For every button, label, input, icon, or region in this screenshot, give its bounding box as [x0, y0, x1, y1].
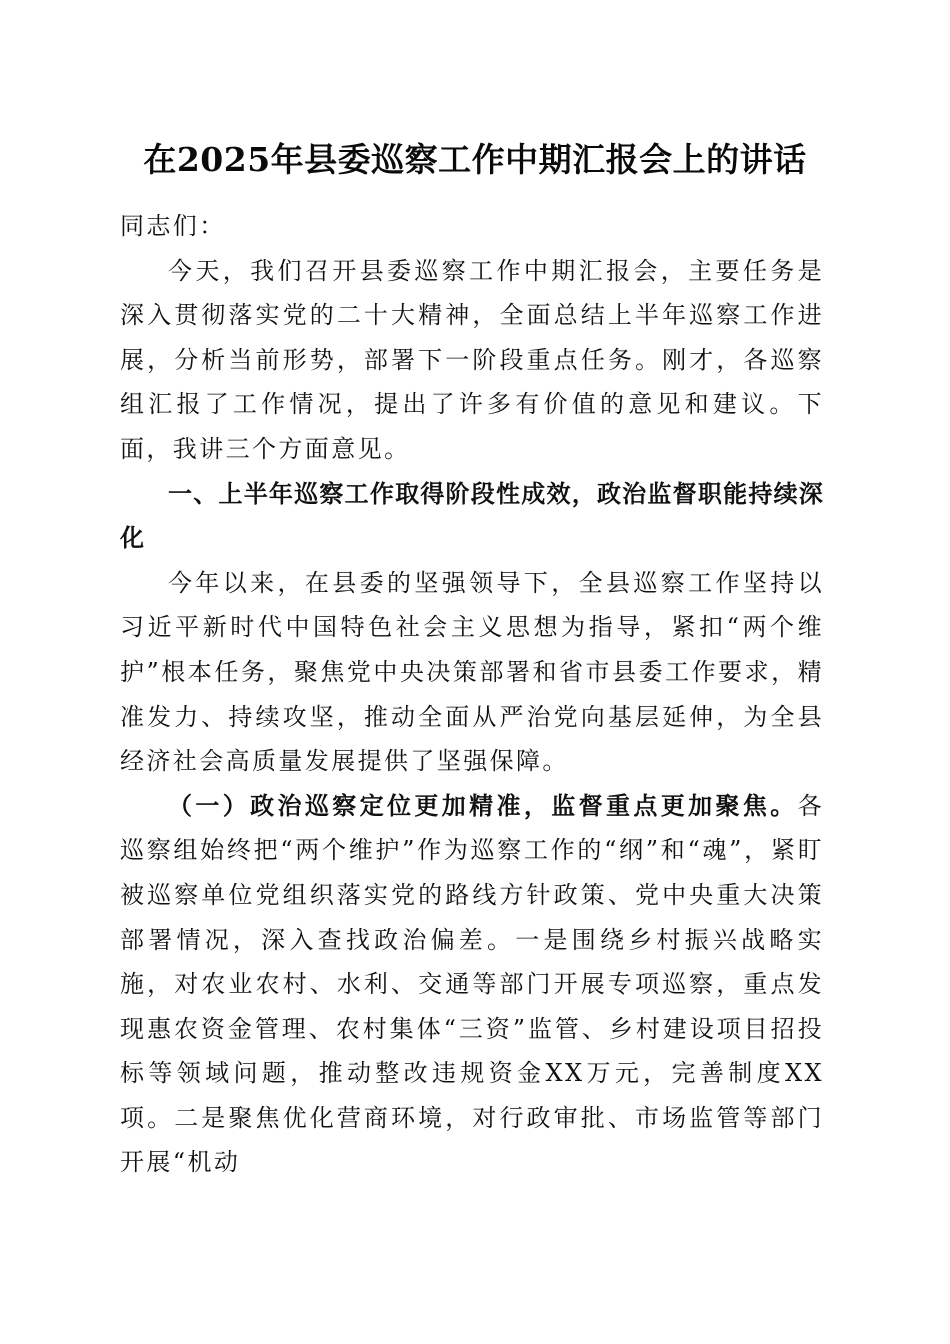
- document-title: 在2025年县委巡察工作中期汇报会上的讲话: [143, 140, 807, 179]
- section-1-heading: 一、上半年巡察工作取得阶段性成效，政治监督职能持续深化: [120, 479, 824, 553]
- document-body: [120, 204, 824, 1185]
- salutation: 同志们：: [120, 212, 226, 240]
- subsection-1-text: 各巡察组始终把“两个维护”作为巡察工作的“纲”和“魂”，紧盯被巡察单位党组织落实党的路线方针政策、党中央重大决策部署情况，深入查找政治偏差。一是围绕乡村振兴战略实施，对农业农村、水利、交通等部门开展专项巡察，重点发现惠农资金管理、农村集体“三资”监管、乡村建设项目招投标等领域问题，推动整改违规资金XX万元，完善制度XX项。二是聚焦优化营商环境，对行政审批、市场监管等部门开展“机动: [120, 791, 824, 1177]
- intro-paragraph: 今天，我们召开县委巡察工作中期汇报会，主要任务是深入贯彻落实党的二十大精神，全面总结上半年巡察工作进展，分析当前形势，部署下一阶段重点任务。刚才，各巡察组汇报了工作情况，提出了许多有价值的意见和建议。下面，我讲三个方面意见。: [120, 256, 824, 463]
- subsection-1-paragraph: [120, 784, 824, 1185]
- subsection-1-heading: （一）政治巡察定位更加精准，监督重点更加聚焦。: [168, 790, 798, 820]
- section-1-paragraph: 今年以来，在县委的坚强领导下，全县巡察工作坚持以习近平新时代中国特色社会主义思想为指导，紧扣“两个维护”根本任务，聚焦党中央决策部署和省市县委工作要求，精准发力、持续攻坚，推动全面从严治党向基层延伸，为全县经济社会高质量发展提供了坚强保障。: [120, 568, 824, 776]
